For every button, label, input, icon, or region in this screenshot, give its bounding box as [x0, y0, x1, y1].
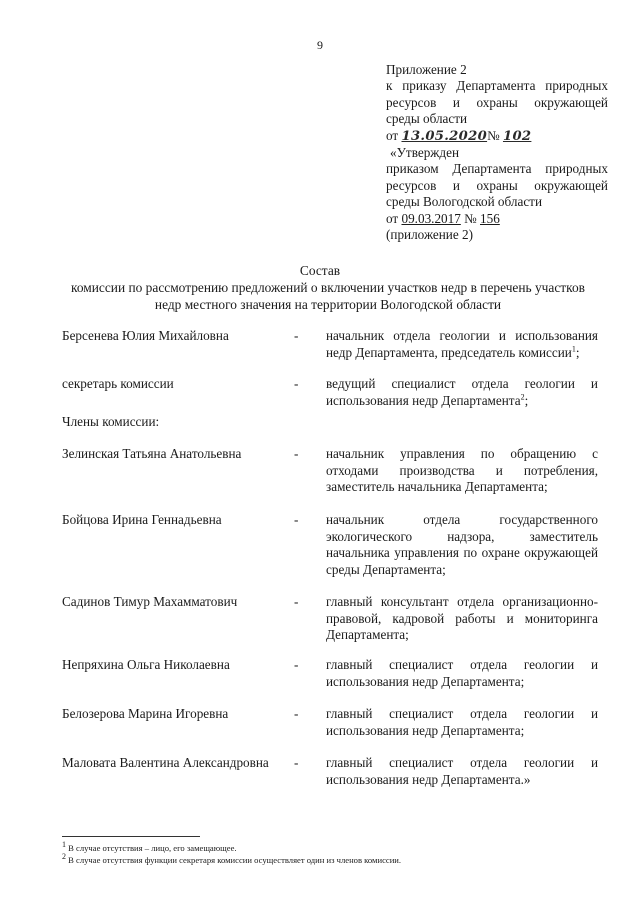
footnote-mark: 1 — [62, 840, 66, 850]
appendix-line: ресурсов и охраны окружающей — [386, 94, 608, 110]
footnotes — [62, 842, 602, 866]
handwritten-number: 102 — [502, 128, 532, 144]
member-name: Непряхина Ольга Николаевна — [62, 657, 230, 672]
appendix-line: к приказу Департамента природных — [386, 78, 608, 94]
member-name: Берсенева Юлия Михайловна — [62, 328, 229, 343]
orig-sign: № — [460, 210, 481, 226]
dash: - — [294, 512, 299, 527]
member-role: начальник отдела государственного экологического надзора, заместитель начальника управления по охране окружающей среды Департамента; — [326, 512, 598, 577]
dash: - — [294, 657, 299, 672]
dash: - — [294, 446, 299, 461]
member-name: Бойцова Ирина Геннадьевна — [62, 512, 222, 527]
handwritten-date: 13.05.2020 — [401, 128, 488, 144]
footnote — [62, 842, 602, 854]
appendix-date-line — [386, 128, 608, 145]
footnote-text: В случае отсутствия функции секретаря комиссии осуществляет один из членов комиссии. — [66, 855, 402, 865]
dash: - — [294, 755, 299, 770]
appendix-line: среды области — [386, 111, 468, 127]
member-name: Белозерова Марина Игоревна — [62, 706, 229, 721]
orig-date: 09.03.2017 — [401, 210, 461, 226]
role-suffix: ; — [575, 344, 580, 360]
orig-note: (приложение 2) — [386, 227, 473, 243]
member-name: Садинов Тимур Махамматович — [62, 594, 238, 609]
dash: - — [294, 376, 299, 391]
dash: - — [294, 328, 299, 343]
footnote-mark: 2 — [62, 852, 66, 862]
date-prefix: от — [386, 127, 402, 143]
approved-title: «Утвержден — [390, 145, 460, 161]
footnote — [62, 854, 602, 866]
footnote-text: В случае отсутствия – лицо, его замещающее. — [66, 843, 237, 853]
member-role: главный специалист отдела геологии и использования недр Департамента; — [326, 706, 598, 738]
member-name: Маловата Валентина Александровна — [62, 755, 269, 770]
document-subtitle: комиссии по рассмотрению предложений о включении участков недр в перечень участков недр местного значения на территории Вологодской области — [71, 280, 585, 312]
orig-prefix: от — [386, 210, 402, 226]
role-suffix: ; — [524, 392, 529, 408]
role-text: начальник отдела геологии и использования недр Департамента, председатель комиссии — [326, 328, 598, 360]
member-name: секретарь комиссии — [62, 376, 174, 391]
orig-number: 156 — [480, 210, 500, 226]
page-number: 9 — [317, 38, 323, 52]
member-role: главный специалист отдела геологии и использования недр Департамента; — [326, 657, 598, 689]
document-title: Состав — [299, 263, 341, 278]
footnote-ref: 1 — [571, 344, 576, 354]
footnote-ref: 2 — [520, 392, 525, 402]
appendix-block — [386, 62, 608, 243]
dash: - — [294, 594, 299, 609]
member-role — [326, 376, 598, 409]
member-role — [326, 328, 598, 361]
member-role: начальник управления по обращению с отходами производства и потребления, заместитель начальника Департамента; — [326, 446, 598, 494]
dash: - — [294, 706, 299, 721]
appendix-title: Приложение 2 — [386, 62, 467, 77]
member-name: Зелинская Татьяна Анатольевна — [62, 446, 242, 461]
number-sign: № — [487, 127, 503, 143]
footnote-divider — [62, 836, 200, 837]
member-role: главный консультант отдела организационно-правовой, кадровой работы и мониторинга Департамента; — [326, 594, 598, 642]
role-text: ведущий специалист отдела геологии и использования недр Департамента — [326, 376, 598, 408]
original-order-line — [386, 211, 608, 227]
approved-line: среды Вологодской области — [386, 194, 543, 210]
member-role: главный специалист отдела геологии и использования недр Департамента.» — [326, 755, 598, 787]
approved-line: приказом Департамента природных — [386, 161, 608, 177]
members-heading: Члены комиссии: — [62, 414, 160, 429]
approved-line: ресурсов и охраны окружающей — [386, 177, 608, 193]
